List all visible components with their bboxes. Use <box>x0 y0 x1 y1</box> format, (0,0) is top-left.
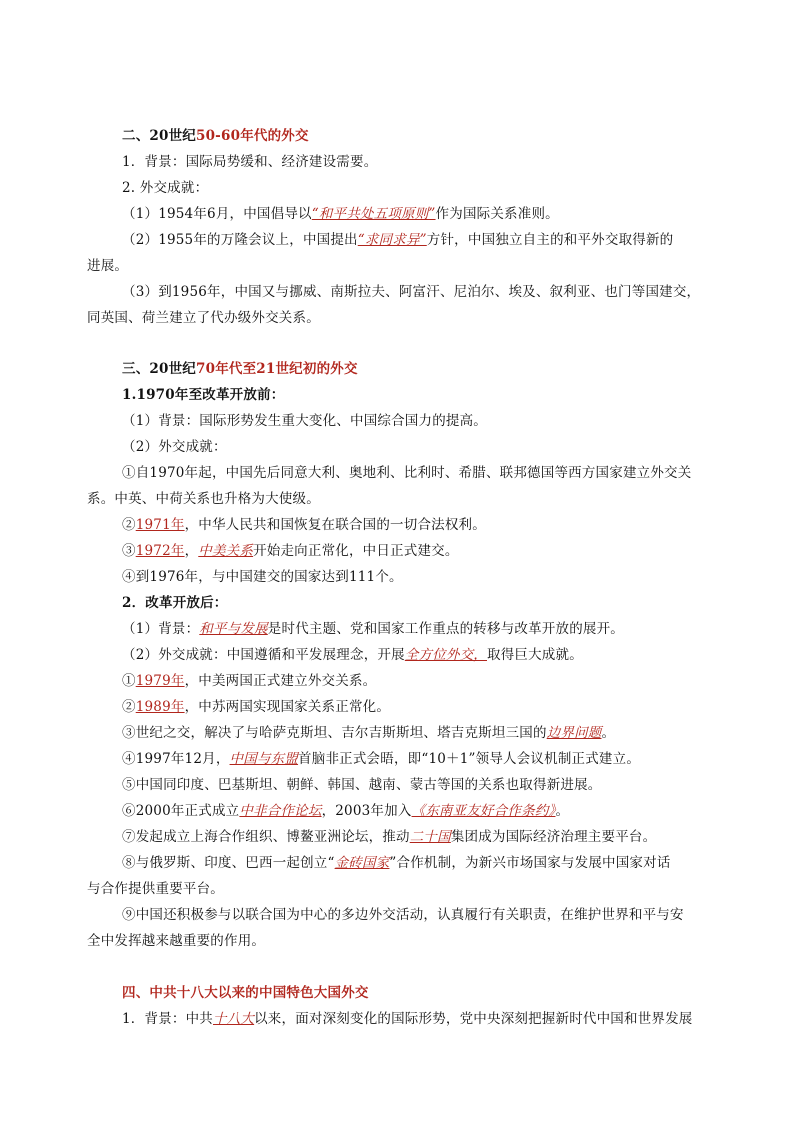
focac-term: 中非合作论坛 <box>239 803 322 819</box>
peace-development-term: 和平与发展 <box>199 621 268 637</box>
g20-term: 二十国 <box>409 829 451 845</box>
year-1979: 1979年 <box>135 673 185 689</box>
border-issue-term: 边界问题 <box>546 725 602 741</box>
tac-treaty-term: 《东南亚友好合作条约》 <box>411 803 556 819</box>
omnidirectional-diplomacy-term: 全方位外交， <box>404 647 487 663</box>
18th-congress-term: 十八大 <box>213 1011 255 1027</box>
year-1989: 1989年 <box>135 699 185 715</box>
sino-us-relations-term: 中美关系 <box>198 543 254 559</box>
year-1971: 1971年 <box>135 517 185 533</box>
year-1972: 1972年 <box>135 543 185 559</box>
document-page: 二、20世纪50-60年代的外交 1．背景：国际局势缓和、经济建设需要。 2. 外交成就： （1）1954年6月，中国倡导以“和平共处五项原则”作为国际关系准则。 （2）1955年的万隆会议上，中国提出“求同求异”方针，中国独立自主的和平外交取得新的 进展。 （3）到1956年，中国又与挪威、南斯拉夫、阿富汗、尼泊尔、埃及、叙利亚、也门等国建交， 同英国、荷兰建立了代办级外交关系。 三、20世纪70年代至21世纪初的外交 1.1970年至改革开放前： （1）背景：国际形势发生重大变化、中国综合国力的提高。 （2）外交成就： ①自1970年起，中国先后同意大利、奥地利、比利时、希腊、联邦德国等西方国家建立外交关 系。中英、中荷关系也升格为大使级。 ②1971年，中华人民共和国恢复在联合国的一切合法权利。 ③1972年，中美关系开始走向正常化，中日正式建交。 ④到1976年，与中国建交的国家达到111个。 2．改革开放后： （1）背景：和平与发展是时代主题、党和国家工作重点的转移与改革开放的展开。 （2）外交成就：中国遵循和平发展理念，开展全方位外交，取得巨大成就。 ①1979年，中美两国正式建立外交关系。 ②1989年，中苏两国实现国家关系正常化。 ③世纪之交，解决了与哈萨克斯坦、吉尔吉斯斯坦、塔吉克斯坦三国的边界问题。 ④1997年12月，中国与东盟首脑非正式会晤，即“10＋1”领导人会议机制正式建立。 ⑤中国同印度、巴基斯坦、朝鲜、韩国、越南、蒙古等国的关系也取得新进展。 ⑥2000年正式成立中非合作论坛，2003年加入《东南亚友好合作条约》。 ⑦发起成立上海合作组织、博鳌亚洲论坛，推动二十国集团成为国际经济治理主要平台。 ⑧与俄罗斯、印度、巴西一起创立“金砖国家”合作机制，为新兴市场国家与发展中国家对话 与合作提供重要平台。 ⑨中国还积极参与以联合国为中心的多边外交活动，认真履行有关职责，在维护世界和平与安 全中发挥越来越重要的作用。 四、中共十八大以来的中国特色大国外交 1．背景：中共十八大以来，面对深刻变化的国际形势，党中央深刻把握新时代中国和世界发展 <box>87 128 701 1027</box>
brics-term: 金砖国家 <box>334 855 390 871</box>
five-principles-term: “和平共处五项原则” <box>311 206 436 222</box>
china-asean-term: 中国与东盟 <box>229 751 299 767</box>
seek-common-term: “求同求异” <box>357 232 427 248</box>
